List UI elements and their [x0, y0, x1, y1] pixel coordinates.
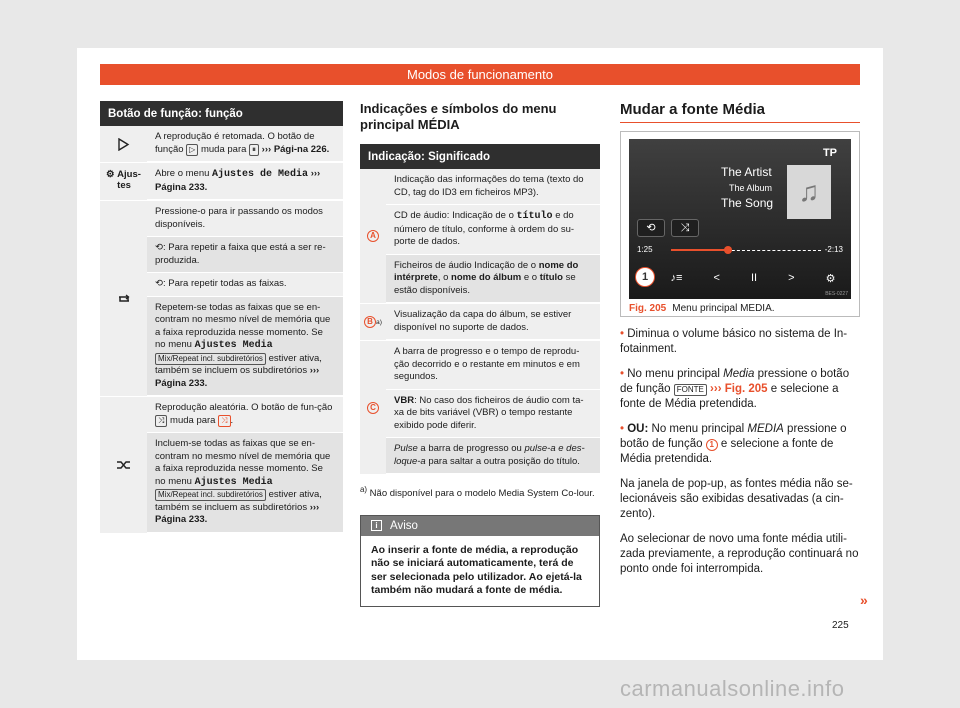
- figure-caption: Fig. 205 Menu principal MEDIA.: [629, 303, 775, 314]
- settings-icon[interactable]: ⚙: [825, 272, 836, 285]
- table-header: Botão de função: função: [100, 101, 343, 126]
- repeat-button-icon[interactable]: ⟲: [637, 219, 665, 237]
- callout-b: B: [364, 316, 376, 328]
- play-key-icon: ▷: [186, 144, 198, 156]
- progress-knob[interactable]: [724, 246, 732, 254]
- paragraph: Ao selecionar de novo uma fonte média utili-zada previamente, a reprodução continuará no ponto onde foi interrompida.: [620, 533, 859, 575]
- table-row: [100, 397, 343, 534]
- elapsed-time: 1:25: [637, 245, 653, 254]
- section-title: Indicações e símbolos do menu principal MÉDIA: [360, 101, 557, 132]
- change-source-section: [620, 101, 860, 577]
- section-title: Mudar a fonte Média: [620, 101, 860, 123]
- table-row: [100, 163, 343, 201]
- paragraph: • Diminua o volume básico no sistema de In-fotainment.: [620, 328, 848, 355]
- figure-media-menu: [620, 131, 860, 317]
- artist-label: The Artist: [721, 165, 772, 179]
- tp-indicator: TP: [822, 147, 837, 159]
- shuffle-key-icon: ⤨: [155, 415, 167, 427]
- callout-a: A: [367, 230, 379, 242]
- footnote: $^{a)}$ Não disponível para o modelo Media System Co-lour.: [360, 485, 595, 500]
- notice-box: [360, 515, 600, 607]
- repeat-icon: [100, 201, 147, 396]
- music-note-icon: ♫: [787, 165, 831, 219]
- paragraph: Na janela de pop-up, as fontes média não se-lecionáveis são exibidas desativadas (a cin-zento).: [620, 478, 853, 520]
- table-row: [360, 169, 600, 304]
- table-cell: Reprodução aleatória. O botão de fun-ção ⤨ muda para ⤨ .: [147, 397, 343, 433]
- table-cell: ⟲: Para repetir todas as faixas.: [147, 273, 343, 297]
- table-row: B a) Visualização da capa do álbum, se estiver disponível no suporte de dados.: [360, 304, 600, 341]
- image-code: BES-0227: [825, 291, 848, 297]
- settings-cell: ⚙ Ajus-tes: [100, 163, 147, 200]
- table-cell: Pressione-o para ir passando os modos disponíveis.: [147, 201, 343, 237]
- paragraph: • No menu principal Media pressione o botão de função FONTE ››› Fig. 205 e selecione a fonte de Média pretendida.: [620, 368, 850, 410]
- shuffle-button-icon[interactable]: ⤨: [671, 219, 699, 237]
- pause-key-icon: ⏸: [249, 144, 259, 156]
- table-cell: Incluem-se todas as faixas que se en-contram no mesmo nível de memória que a faixa reproduzida nesse momento. Se no menu Ajustes Media Mix/Repeat incl. subdiretórios estiver ativa, também se incluem as subdiretórios ››› Página 233.: [147, 433, 343, 533]
- symbols-section: [360, 101, 600, 607]
- next-icon[interactable]: >: [788, 272, 795, 284]
- table-cell: A barra de progresso e o tempo de reprodu-ção decorrido e o restante em minutos e em segundos.: [386, 341, 600, 390]
- remaining-time: -2:13: [824, 245, 843, 254]
- shuffle-icon: [100, 397, 147, 533]
- info-icon: i: [371, 520, 382, 531]
- play-icon: [100, 126, 147, 162]
- notice-title: Aviso: [390, 519, 418, 532]
- table-cell: Pulse a barra de progresso ou pulse-a e des-loque-a para saltar a outra posição do título.: [386, 438, 600, 474]
- table-cell: VBR: No caso dos ficheiros de áudio com ta-xa de bits variável (VBR) o tempo restante exibido pode diferir.: [386, 390, 600, 439]
- progress-fill: [671, 249, 728, 251]
- song-label: The Song: [721, 196, 774, 210]
- watermark: carmanualsonline.info: [620, 676, 845, 701]
- album-label: The Album: [729, 183, 773, 193]
- table-row: [100, 201, 343, 397]
- shuffle-active-key-icon: ⤨: [218, 415, 230, 427]
- continued-icon: »: [860, 592, 868, 608]
- table-cell: Indicação das informações do tema (texto do CD, tag do ID3 em ficheiros MP3).: [386, 169, 600, 205]
- callout-c: C: [367, 402, 379, 414]
- table-row: [100, 126, 343, 163]
- source-key: FONTE: [674, 384, 707, 396]
- table-cell: CD de áudio: Indicação de o título e do número de título, conforme à ordem do su-porte de dados.: [386, 205, 600, 255]
- function-button-table: [100, 101, 343, 534]
- table-cell: ⟲: Para repetir a faixa que está a ser re-produzida.: [147, 237, 343, 273]
- table-cell: Abre o menu Ajustes de Media ››› Página 233.: [147, 163, 343, 200]
- table-cell: Visualização da capa do álbum, se estiver disponível no suporte de dados.: [386, 304, 600, 340]
- table-cell: Ficheiros de áudio Indicação de o nome do intérprete, o nome do álbum e o título se estão disponíveis.: [386, 255, 600, 304]
- callout-1: 1: [635, 267, 655, 287]
- chapter-banner: Modos de funcionamento: [100, 64, 860, 85]
- table-row: [360, 341, 600, 475]
- previous-icon[interactable]: <: [713, 272, 720, 284]
- table-header: Indicação: Significado: [360, 144, 600, 169]
- repeat-one-icon: ⟲: [155, 242, 163, 253]
- repeat-all-icon: ⟲: [155, 278, 163, 289]
- callout-1-inline: 1: [706, 439, 718, 451]
- pause-icon[interactable]: II: [750, 272, 758, 284]
- notice-body: Ao inserir a fonte de média, a reprodução não se iniciará automaticamente, terá de ser selecionada pelo utilizador. Ao ejetá-la também não mudará a fonte de média.: [371, 543, 582, 597]
- paragraph: • OU: No menu principal MEDIA pressione o botão de função 1 e selecione a fonte de Média pretendida.: [620, 423, 847, 465]
- infotainment-screen: [629, 139, 851, 299]
- table-cell: Repetem-se todas as faixas que se en-contram no mesmo nível de memória que a faixa reproduzida nesse momento. Se no menu Ajustes Media Mix/Repeat incl. subdiretórios estiver ativa, também se incluem os subdiretórios ››› Página 233.: [147, 297, 343, 397]
- screen-toolbar: [629, 265, 851, 291]
- playlist-icon[interactable]: ♪≡: [670, 272, 683, 284]
- gear-icon: ⚙: [106, 169, 115, 180]
- table-cell: A reprodução é retomada. O botão de função ▷ muda para ⏸ ››› Pági-na 226.: [147, 126, 343, 162]
- page-number: 225: [832, 620, 849, 631]
